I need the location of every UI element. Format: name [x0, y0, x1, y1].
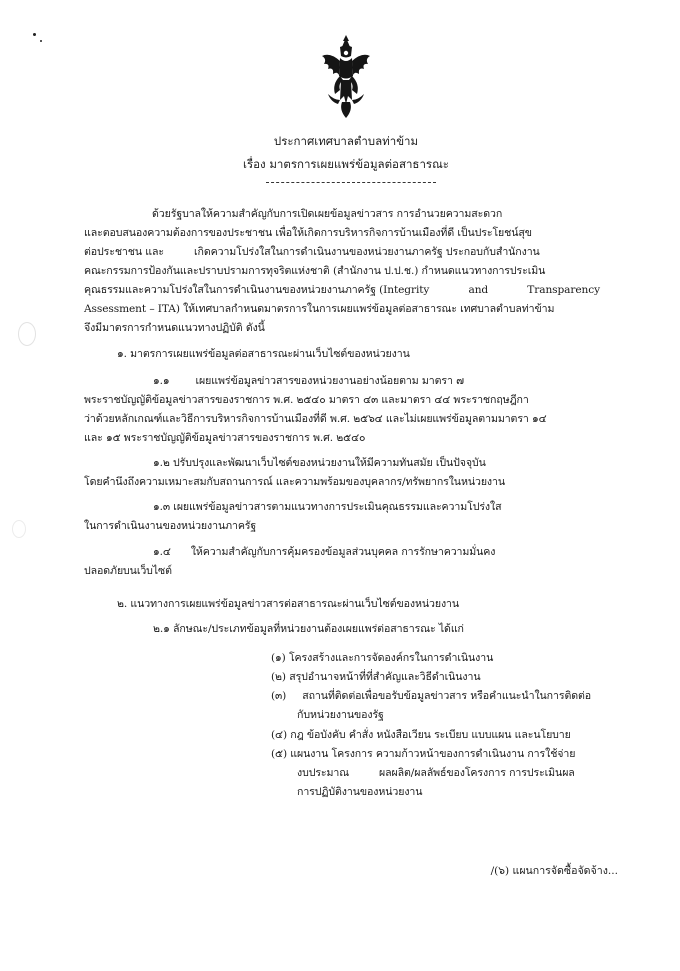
section1-heading: ๑. มาตรการเผยแพร่ข้อมูลต่อสาธารณะผ่านเว็บไซต์ของหน่วยงาน: [117, 348, 410, 360]
entry-text: สถานที่ติดต่อเพื่อขอรับข้อมูลข่าวสาร หรือคำแนะนำในการติดต่อ: [302, 690, 592, 702]
section2-entry: [0, 689, 680, 703]
intro-segment: and: [468, 284, 489, 296]
intro-segment: Transparency: [527, 284, 600, 296]
intro-line: Assessment – ITA) ให้เทศบาลกำหนดมาตรการในการเผยแพร่ข้อมูลต่อสาธารณะ เทศบาลตำบลท่าข้าม: [84, 303, 555, 315]
scan-speck: [33, 33, 36, 36]
scan-speck: [40, 40, 42, 42]
section1-item2-line: ๑.๒ ปรับปรุงและพัฒนาเว็บไซต์ของหน่วยงานให้มีความทันสมัย เป็นปัจจุบัน: [153, 457, 486, 469]
section1-item1-line: ว่าด้วยหลักเกณฑ์และวิธีการบริหารกิจการบ้านเมืองที่ดี พ.ศ. ๒๕๖๔ และไม่เผยแพร่ข้อมูลตามมาตรา ๑๔: [84, 413, 547, 425]
intro-line: [0, 245, 680, 259]
item-text: ให้ความสำคัญกับการคุ้มครองข้อมูลส่วนบุคคล การรักษาความมั่นคง: [190, 546, 496, 558]
section1-item1-line: [0, 374, 680, 388]
section1-item4-line: ปลอดภัยบนเว็บไซต์: [84, 565, 172, 577]
intro-line: [84, 283, 600, 297]
intro-line: และตอบสนองความต้องการของประชาชน เพื่อให้เกิดการบริหารกิจการบ้านเมืองที่ดี เป็นประโยชน์สุข: [84, 227, 532, 239]
section2-entry-continuation: [0, 766, 680, 780]
announcement-subject: เรื่อง มาตรการเผยแพร่ข้อมูลต่อสาธารณะ: [243, 157, 449, 171]
section1-item1-line: และ ๑๕ พระราชบัญญัติข้อมูลข่าวสารของราชการ พ.ศ. ๒๕๔๐: [84, 432, 366, 444]
intro-segment: ต่อประชาชน และ: [84, 246, 164, 258]
garuda-emblem-icon: [318, 34, 374, 120]
announcement-title: ประกาศเทศบาลตำบลท่าข้าม: [273, 134, 419, 148]
header-divider: [266, 182, 436, 183]
intro-segment: คุณธรรมและความโปร่งใสในการดำเนินงานของหน่วยงานภาครัฐ (Integrity: [84, 284, 430, 296]
section2-heading: ๒. แนวทางการเผยแพร่ข้อมูลข่าวสารต่อสาธารณะผ่านเว็บไซต์ของหน่วยงาน: [117, 598, 460, 610]
intro-line: คณะกรรมการป้องกันและปราบปรามการทุจริตแห่งชาติ (สำนักงาน ป.ป.ช.) กำหนดแนวทางการประเมิน: [84, 265, 546, 277]
section1-item4-line: [0, 545, 680, 559]
section1-item1-line: พระราชบัญญัติข้อมูลข่าวสารของราชการ พ.ศ. ๒๕๔๐ มาตรา ๔๓ และมาตรา ๔๔ พระราชกฤษฎีกา: [84, 394, 529, 406]
section2-entry-continuation: กับหน่วยงานของรัฐ: [297, 709, 384, 721]
section1-item2-line: โดยคำนึงถึงความเหมาะสมกับสถานการณ์ และความพร้อมของบุคลากร/ทรัพยากรในหน่วยงาน: [84, 476, 505, 488]
section1-item3-line: ในการดำเนินงานของหน่วยงานภาครัฐ: [84, 520, 257, 532]
section2-subheading: ๒.๑ ลักษณะ/ประเภทข้อมูลที่หน่วยงานต้องเผยแพร่ต่อสาธารณะ ได้แก่: [153, 623, 464, 635]
entry-number: (๓): [271, 690, 287, 702]
section2-entry: (๔) กฎ ข้อบังคับ คำสั่ง หนังสือเวียน ระเบียบ แบบแผน และนโยบาย: [271, 729, 571, 741]
item-number: ๑.๔: [153, 546, 171, 558]
section2-entry: (๒) สรุปอำนาจหน้าที่ที่สำคัญและวิธีดำเนินงาน: [271, 671, 481, 683]
intro-line: จึงมีมาตรการกำหนดแนวทางปฏิบัติ ดังนี้: [84, 322, 265, 334]
item-text: เผยแพร่ข้อมูลข่าวสารของหน่วยงานอย่างน้อยตาม มาตรา ๗: [195, 375, 464, 387]
intro-line: ด้วยรัฐบาลให้ความสำคัญกับการเปิดเผยข้อมูลข่าวสาร การอำนวยความสะดวก: [152, 208, 503, 220]
intro-segment: เกิดความโปร่งใสในการดำเนินงานของหน่วยงานภาครัฐ ประกอบกับสำนักงาน: [194, 246, 540, 258]
next-page-marker: /(๖) แผนการจัดซื้อจัดจ้าง...: [490, 865, 618, 877]
item-number: ๑.๑: [153, 375, 170, 387]
section2-entry: (๕) แผนงาน โครงการ ความก้าวหน้าของการดำเนินงาน การใช้จ่าย: [271, 748, 576, 760]
section2-entry: (๑) โครงสร้างและการจัดองค์กรในการดำเนินงาน: [271, 652, 494, 664]
section1-item3-line: ๑.๓ เผยแพร่ข้อมูลข่าวสารตามแนวทางการประเมินคุณธรรมและความโปร่งใส: [153, 501, 502, 513]
section2-entry-continuation: การปฏิบัติงานของหน่วยงาน: [297, 786, 423, 798]
entry-segment: งบประมาณ: [297, 767, 349, 779]
entry-segment: ผลผลิต/ผลลัพธ์ของโครงการ การประเมินผล: [378, 767, 575, 779]
